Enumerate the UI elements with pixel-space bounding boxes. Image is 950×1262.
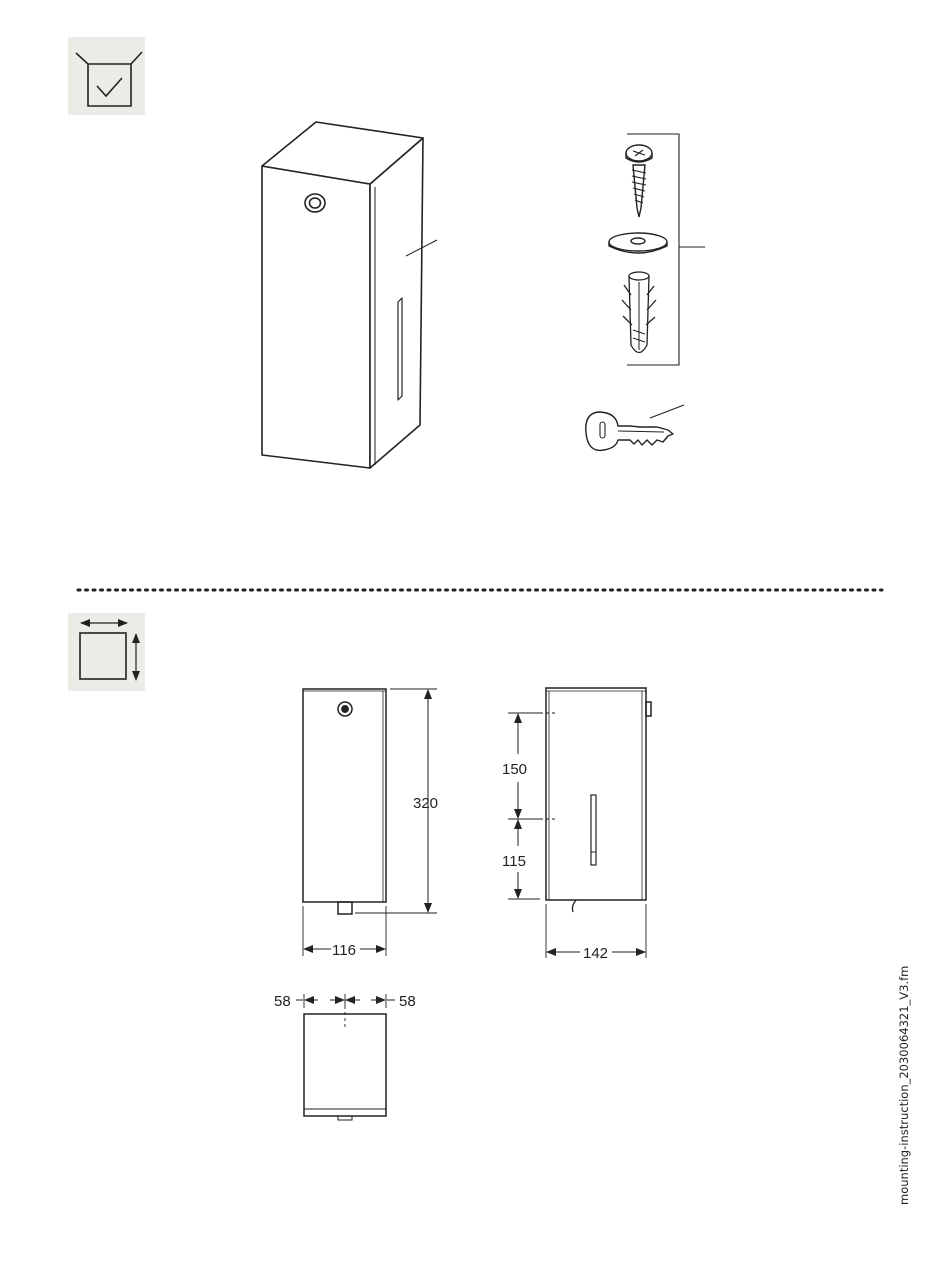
lower-hole-dimension: 115 <box>502 853 526 870</box>
washer-icon <box>609 233 667 253</box>
wall-plug-icon <box>622 272 656 353</box>
box-check-icon <box>68 37 145 115</box>
upper-hole-dimension: 150 <box>502 761 528 778</box>
bottom-view <box>296 994 395 1120</box>
screw-icon <box>626 145 652 217</box>
half-width-left: 58 <box>274 993 291 1010</box>
dispenser-isometric <box>262 122 437 468</box>
depth-dimension: 142 <box>583 945 609 962</box>
dimensions-icon <box>68 613 145 691</box>
half-width-right: 58 <box>399 993 416 1010</box>
width-dimension: 116 <box>332 942 356 959</box>
key-icon <box>586 405 684 450</box>
side-view <box>508 688 651 958</box>
front-view <box>303 689 437 956</box>
document-filename: mounting-instruction_2030064321_V3.fm <box>897 965 911 1205</box>
height-dimension: 320 <box>413 795 439 812</box>
